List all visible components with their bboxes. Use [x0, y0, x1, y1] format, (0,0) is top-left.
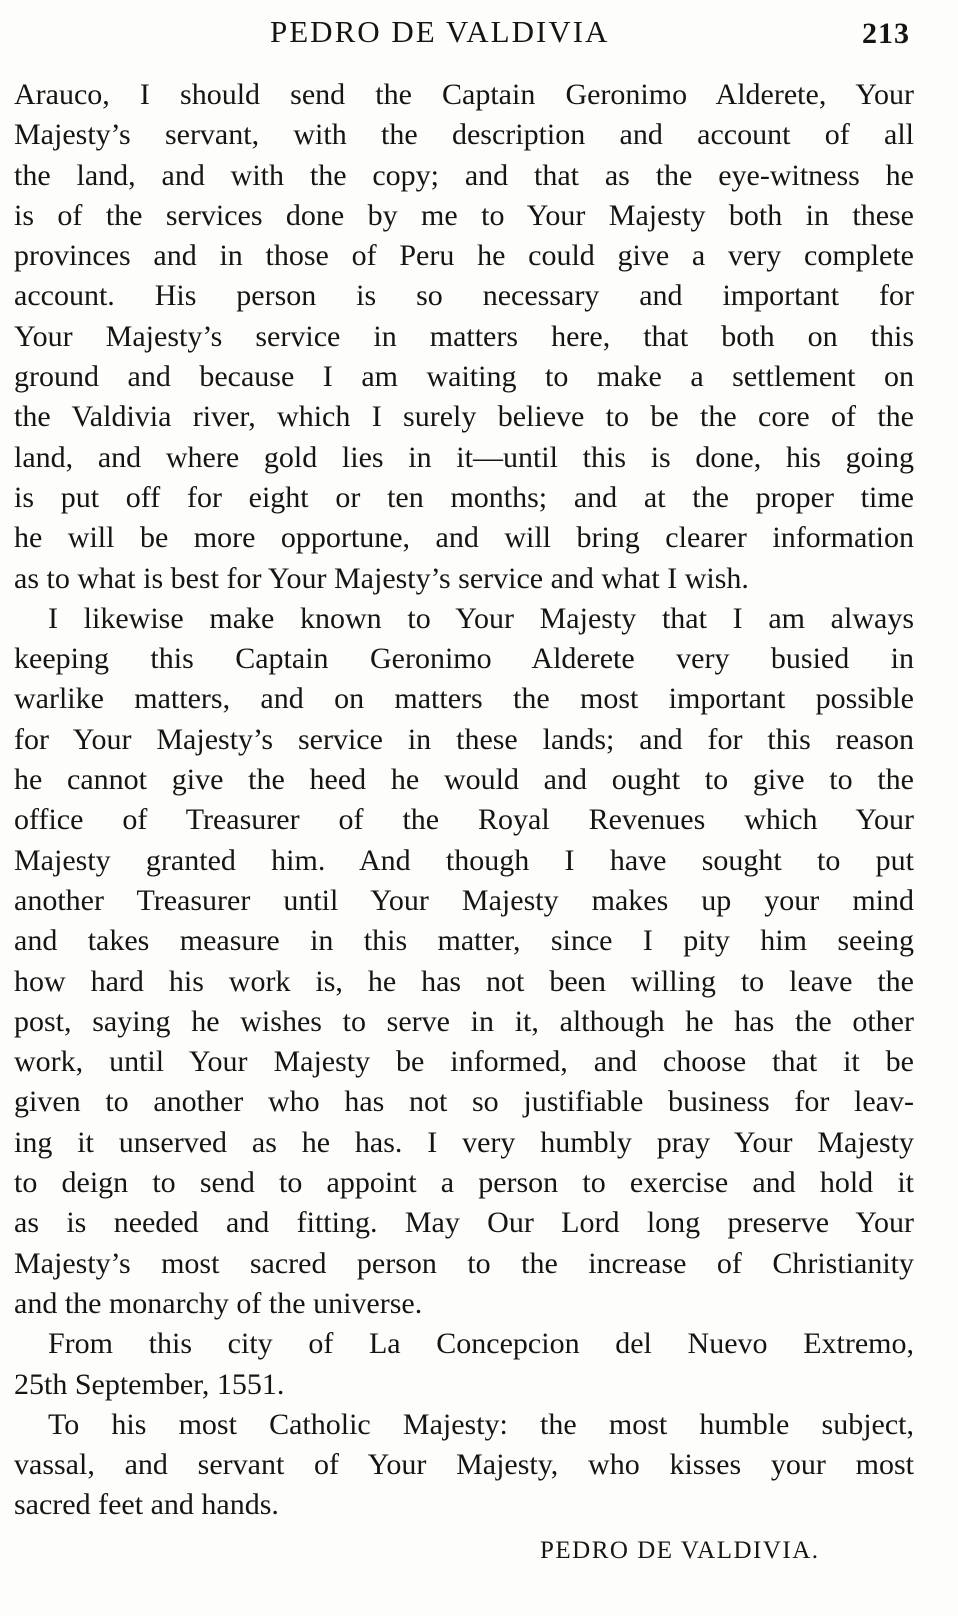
- text-line: To his most Catholic Majesty: the most humble subject,: [48, 1407, 914, 1441]
- signature: PEDRO DE VALDIVIA.: [540, 1537, 820, 1564]
- text-line: how hard his work is, he has not been willing to leave the: [14, 964, 914, 998]
- text-line: post, saying he wishes to serve in it, although he has the other: [14, 1004, 914, 1038]
- text-line: keeping this Captain Geronimo Alderete very busied in: [14, 642, 914, 676]
- text-line: I likewise make known to Your Majesty that I am always: [48, 601, 914, 635]
- text-line: as is needed and fitting. May Our Lord long preserve Your: [14, 1206, 914, 1240]
- text-line: ground and because I am waiting to make a settlement on: [14, 360, 914, 394]
- text-line: Your Majesty’s service in matters here, that both on this: [14, 319, 914, 353]
- text-line: is of the services done by me to Your Majesty both in these: [14, 198, 914, 232]
- text-line: to deign to send to appoint a person to exercise and hold it: [14, 1166, 914, 1200]
- text-line: is put off for eight or ten months; and at the proper time: [14, 480, 914, 514]
- text-line: Majesty’s servant, with the description and account of all: [14, 118, 914, 152]
- text-line: From this city of La Concepcion del Nuevo Extremo,: [48, 1327, 914, 1361]
- text-line: provinces and in those of Peru he could give a very complete: [14, 239, 914, 273]
- text-line: for Your Majesty’s service in these lands; and for this reason: [14, 722, 914, 756]
- letter-body: [14, 75, 914, 1526]
- text-line: account. His person is so necessary and important for: [14, 279, 914, 313]
- running-title: PEDRO DE VALDIVIA: [270, 14, 610, 49]
- text-line: ing it unserved as he has. I very humbly pray Your Majesty: [14, 1125, 914, 1159]
- text-line: 25th September, 1551.: [14, 1367, 285, 1401]
- text-line: Arauco, I should send the Captain Geronimo Alderete, Your: [14, 78, 914, 111]
- text-line: land, and where gold lies in it—until this is done, his going: [14, 440, 914, 474]
- text-line: Majesty’s most sacred person to the increase of Christianity: [14, 1246, 914, 1280]
- text-line: warlike matters, and on matters the most important possible: [14, 682, 914, 716]
- text-line: the Valdivia river, which I surely believe to be the core of the: [14, 400, 914, 434]
- text-line: given to another who has not so justifiable business for leav-: [14, 1085, 914, 1119]
- text-line: work, until Your Majesty be informed, and choose that it be: [14, 1045, 914, 1079]
- running-head: [0, 10, 958, 54]
- text-line: vassal, and servant of Your Majesty, who kisses your most: [14, 1448, 914, 1482]
- text-line: another Treasurer until Your Majesty makes up your mind: [14, 883, 914, 917]
- text-line: the land, and with the copy; and that as the eye-witness he: [14, 158, 914, 192]
- text-line: as to what is best for Your Majesty’s service and what I wish.: [14, 561, 749, 595]
- text-line: office of Treasurer of the Royal Revenues which Your: [14, 803, 914, 837]
- text-line: and the monarchy of the universe.: [14, 1286, 423, 1320]
- page-number: 213: [862, 17, 910, 50]
- text-line: and takes measure in this matter, since I pity him seeing: [14, 924, 914, 958]
- text-line: sacred feet and hands.: [14, 1488, 279, 1522]
- text-line: he cannot give the heed he would and ought to give to the: [14, 763, 914, 797]
- text-line: he will be more opportune, and will bring clearer information: [14, 521, 914, 555]
- text-line: Majesty granted him. And though I have sought to put: [14, 843, 914, 877]
